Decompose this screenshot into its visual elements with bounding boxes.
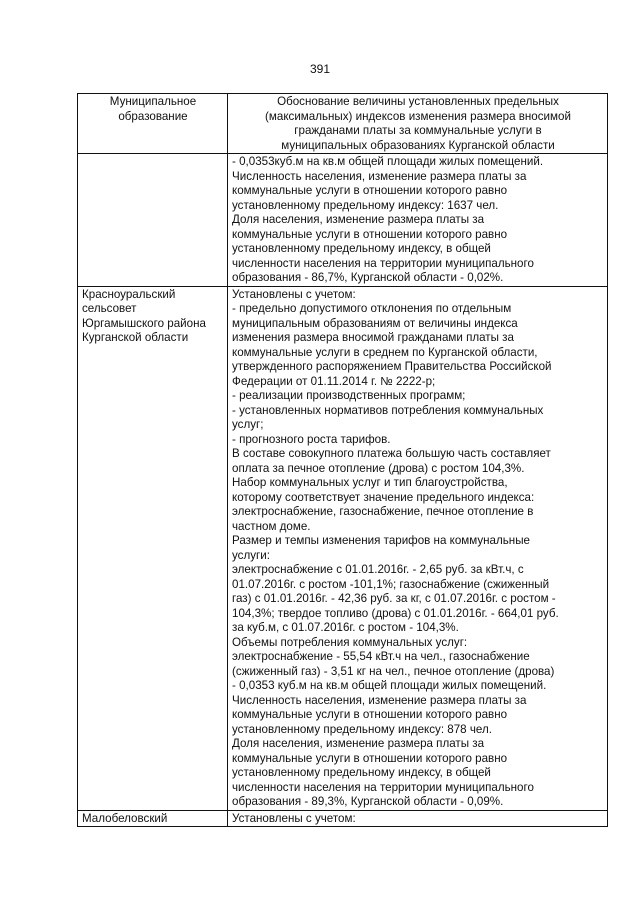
justification-line: 104,3%; твердое топливо (дрова) с 01.01.2016г. - 664,01 руб.	[232, 606, 559, 620]
justification-line: услуги:	[232, 548, 270, 562]
justification-line: - предельно допустимого отклонения по отдельным	[232, 302, 512, 315]
justification-line: - 0,0353куб.м на кв.м общей площади жилых помещений.	[232, 155, 544, 168]
justification-cell	[228, 810, 608, 827]
justification-line: Доля населения, изменение размера платы за	[232, 737, 485, 750]
justification-line: Доля населения, изменение размера платы за	[232, 213, 485, 226]
header-municipality	[78, 94, 228, 154]
header-line: Муниципальное	[109, 95, 197, 108]
justification-line: численности населения на территории муниципального	[232, 256, 534, 270]
justification-line: коммунальные услуги в отношении которого равно	[232, 708, 508, 721]
justification-line: коммунальные услуги в отношении которого равно	[232, 184, 508, 197]
justification-table	[77, 93, 608, 827]
justification-line: изменения размера вносимой гражданами платы за	[232, 331, 514, 344]
municipality-line: Курганской области	[82, 331, 189, 344]
justification-line: Установлены с учетом:	[232, 287, 356, 301]
header-justification	[228, 94, 608, 154]
municipality-cell	[78, 810, 228, 827]
justification-line: 01.07.2016г. с ростом -101,1%; газоснабжение (сжиженный	[232, 577, 550, 591]
justification-line: установленному предельному индексу, в общей	[232, 242, 491, 255]
header-line: (максимальных) индексов изменения размера вносимой	[265, 109, 571, 123]
justification-line: (сжиженный газ) - 3,51 кг на чел., печное отопление (дрова)	[232, 664, 555, 678]
justification-line: частном доме.	[232, 519, 311, 533]
justification-line: за куб.м, с 01.07.2016г. с ростом - 104,3%.	[232, 621, 459, 634]
municipality-line: Юргамышского района	[82, 316, 206, 330]
header-line: муниципальных образованиях Курганской области	[281, 138, 555, 152]
header-line: гражданами платы за коммунальные услуги в	[294, 124, 542, 137]
justification-line: Размер и темпы изменения тарифов на коммунальные	[232, 534, 530, 547]
header-line: Обоснование величины установленных предельных	[277, 95, 559, 108]
justification-line: образования - 89,3%, Курганской области - 0,09%.	[232, 795, 504, 808]
justification-line: установленному предельному индексу, в общей	[232, 766, 491, 779]
justification-line: электроснабжение - 55,54 кВт.ч на чел., газоснабжение	[232, 650, 530, 663]
justification-line: Объемы потребления коммунальных услуг:	[232, 635, 468, 649]
table-body	[78, 154, 608, 827]
table-header-row	[78, 94, 608, 154]
table-row	[78, 286, 608, 810]
justification-line: коммунальные услуги в отношении которого равно	[232, 227, 508, 241]
municipality-cell	[78, 286, 228, 810]
justification-line: электроснабжение, газоснабжение, печное отопление в	[232, 505, 534, 518]
justification-line: муниципальным образованиям от величины индекса	[232, 316, 518, 330]
justification-cell	[228, 286, 608, 810]
justification-line: - прогнозного роста тарифов.	[232, 432, 391, 446]
justification-line: оплата за печное отопление (дрова) с ростом 104,3%.	[232, 461, 525, 475]
justification-line: - реализации производственных программ;	[232, 389, 466, 402]
municipality-line: Малобеловский	[82, 811, 168, 825]
justification-line: коммунальные услуги в среднем по Курганской области,	[232, 345, 538, 359]
justification-line: газ) с 01.01.2016г. - 42,36 руб. за кг, с 01.07.2016г. с ростом -	[232, 592, 556, 605]
municipality-line: сельсовет	[82, 302, 137, 315]
justification-line: услуг;	[232, 418, 264, 431]
justification-line: Установлены с учетом:	[232, 811, 356, 825]
justification-line: электроснабжение с 01.01.2016г. - 2,65 руб. за кВт.ч, с	[232, 563, 524, 576]
justification-line: установленному предельному индексу: 878 чел.	[232, 722, 492, 736]
justification-line: - установленных нормативов потребления коммунальных	[232, 403, 544, 417]
table-row	[78, 810, 608, 827]
page-number: 391	[309, 62, 331, 76]
justification-line: - 0,0353 куб.м на кв.м общей площади жилых помещений.	[232, 679, 547, 692]
municipality-cell	[78, 154, 228, 287]
table-row	[78, 154, 608, 287]
justification-line: коммунальные услуги в отношении которого равно	[232, 751, 508, 765]
justification-line: Федерации от 01.11.2014 г. № 2222-р;	[232, 374, 436, 388]
justification-line: которому соответствует значение предельного индекса:	[232, 490, 535, 504]
header-line: образование	[118, 109, 188, 123]
justification-line: Численность населения, изменение размера платы за	[232, 693, 527, 707]
justification-line: Набор коммунальных услуг и тип благоустройства,	[232, 476, 508, 489]
justification-line: В составе совокупного платежа большую часть составляет	[232, 447, 551, 460]
justification-line: образования - 86,7%, Курганской области - 0,02%.	[232, 271, 504, 284]
justification-line: численности населения на территории муниципального	[232, 780, 534, 794]
justification-line: установленному предельному индексу: 1637 чел.	[232, 198, 499, 212]
municipality-line: Красноуральский	[82, 287, 176, 301]
justification-line: утвержденного распоряжением Правительства Российской	[232, 360, 552, 373]
justification-line: Численность населения, изменение размера платы за	[232, 169, 527, 183]
justification-cell	[228, 154, 608, 287]
